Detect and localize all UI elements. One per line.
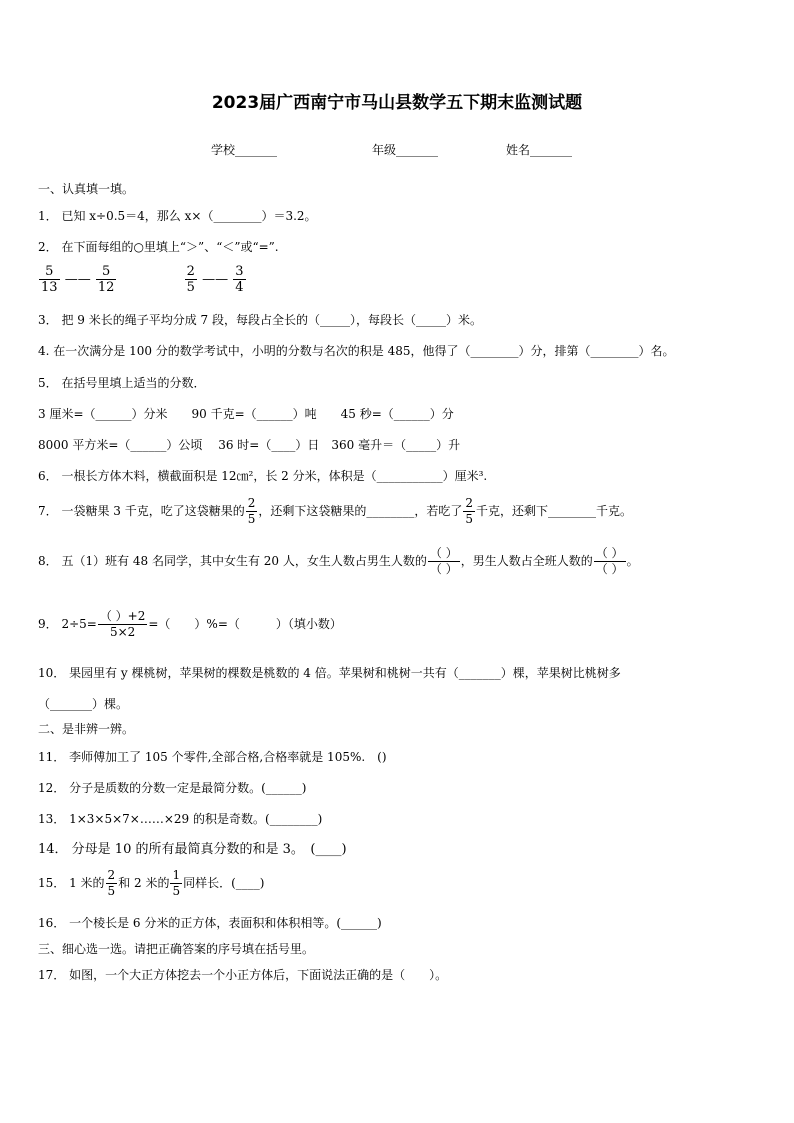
fraction: $\frac{5}{12}$ bbox=[97, 264, 115, 295]
question-16: 16． 一个棱长是 6 分米的正方体，表面积和体积相等。(______) bbox=[38, 916, 382, 930]
question-6: 6． 一根长方体木料，横截面积是 12㎝²，长 2 分米，体积是（___________）厘米³. bbox=[38, 469, 488, 483]
fraction: $\frac{1}{5}$ bbox=[172, 868, 181, 898]
fraction: $\frac{3}{4}$ bbox=[235, 264, 244, 295]
section-2-heading: 二、是非辨一辨。 bbox=[38, 722, 135, 736]
question-5-line-a: 3 厘米=（______）分米 90 千克=（______）吨 45 秒=（______）分 bbox=[38, 407, 454, 421]
question-5-line-b: 8000 平方米=（______）公顷 36 时=（____）日 360 毫升＝（_____）升 bbox=[38, 438, 461, 452]
fraction-blank: （ ） （ ） bbox=[429, 546, 458, 576]
fraction: $\frac{( )+2}{5\times 2}$ bbox=[99, 609, 146, 639]
question-7: 7． 一袋糖果 3 千克，吃了这袋糖果的 $\frac{2}{5}$ ，还剩下这袋糖果的________，若吃了 $\frac{2}{5}$ 千克，还剩下________千克。 bbox=[38, 496, 633, 526]
fraction: $\frac{5}{13}$ bbox=[41, 264, 58, 295]
name-field: 姓名_______ bbox=[506, 143, 573, 157]
question-2: 2． 在下面每组的○里填上“＞”、“＜”或“=”. bbox=[38, 240, 279, 254]
question-5: 5． 在括号里填上适当的分数． bbox=[38, 376, 206, 390]
question-12: 12． 分子是质数的分数一定是最简分数。(______) bbox=[38, 781, 307, 795]
grade-field: 年级_______ bbox=[372, 143, 439, 157]
section-3-heading: 三、细心选一选。请把正确答案的序号填在括号里。 bbox=[38, 942, 315, 956]
school-field: 学校_______ bbox=[211, 143, 278, 157]
question-11: 11． 李师傅加工了 105 个零件,全部合格,合格率就是 105%. () bbox=[38, 750, 387, 764]
question-15: 15． 1 米的 $\frac{2}{5}$ 和 2 米的 $\frac{1}{5}$ 同样长．(____) bbox=[38, 868, 265, 898]
question-1: 1． 已知 x÷0.5＝4，那么 x×（________）＝3.2。 bbox=[38, 209, 317, 223]
question-3: 3． 把 9 米长的绳子平均分成 7 段，每段占全长的（_____），每段长（_____）米。 bbox=[38, 313, 482, 327]
fraction: $\frac{2}{5}$ bbox=[465, 496, 474, 526]
question-13: 13． 1×3×5×7×……×29 的积是奇数。(________) bbox=[38, 812, 323, 826]
question-4: 4. 在一次满分是 100 分的数学考试中，小明的分数与名次的积是 485，他得了（________）分，排第（________）名。 bbox=[38, 344, 675, 358]
question-8: 8． 五（1）班有 48 名同学，其中女生有 20 人，女生人数占男生人数的 （ ） （ ） ，男生人数占全班人数的 （ ） （ ） 。 bbox=[38, 546, 639, 576]
question-17: 17． 如图，一个大正方体挖去一个小正方体后，下面说法正确的是（ ）。 bbox=[38, 968, 448, 982]
question-2-fractions: $\frac{5}{13}$ —— $\frac{5}{12}$ $\frac{2}{5}$ —— $\frac{3}{4}$ bbox=[41, 264, 244, 295]
fraction: $\frac{2}{5}$ bbox=[247, 496, 256, 526]
fraction: $\frac{2}{5}$ bbox=[186, 264, 195, 295]
fraction: $\frac{2}{5}$ bbox=[107, 868, 116, 898]
fraction-blank: （ ） （ ） bbox=[595, 546, 624, 576]
section-1-heading: 一、认真填一填。 bbox=[38, 182, 135, 196]
question-10-line-b: （_______）棵。 bbox=[38, 697, 129, 711]
question-10-line-a: 10． 果园里有 y 棵桃树，苹果树的棵数是桃数的 4 倍。苹果树和桃树一共有（_______）棵，苹果树比桃树多 bbox=[38, 666, 621, 680]
question-14: 14． 分母是 10 的所有最简真分数的和是 3。 (____) bbox=[38, 842, 347, 857]
page-title: 2023届广西南宁市马山县数学五下期末监测试题 bbox=[211, 93, 583, 113]
question-9: 9． 2÷5= $\frac{( )+2}{5\times 2}$ =（ ）%=（ ）（填小数） bbox=[38, 609, 342, 639]
